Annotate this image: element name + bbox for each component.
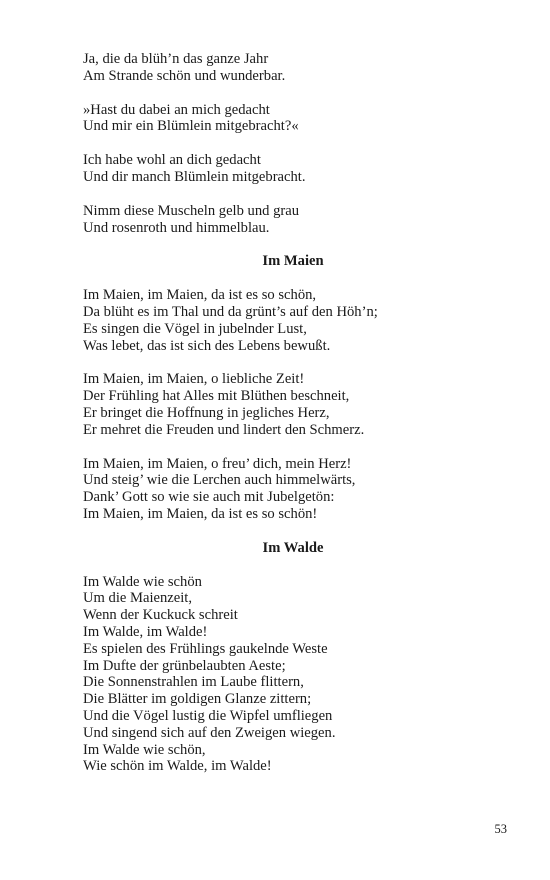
verse-line: Ich habe wohl an dich gedacht <box>83 152 261 169</box>
verse-line: Dank’ Gott so wie sie auch mit Jubelgetön: <box>83 489 335 506</box>
verse-line: Und steig’ wie die Lerchen auch himmelwärts, <box>83 472 356 489</box>
verse-line: Wenn der Kuckuck schreit <box>83 607 238 624</box>
verse-line: Und rosenroth und himmelblau. <box>83 219 270 236</box>
verse-line: Um die Maienzeit, <box>83 590 193 607</box>
verse-line: Im Maien, im Maien, o liebliche Zeit! <box>83 371 305 388</box>
verse-line: Im Maien, im Maien, da ist es so schön! <box>83 505 318 522</box>
verse-line: Und singend sich auf den Zweigen wiegen. <box>83 724 336 741</box>
page-body <box>83 51 503 775</box>
stanza <box>83 574 503 776</box>
stanza <box>83 51 503 85</box>
stanza <box>83 371 503 438</box>
verse-line: Die Blätter im goldigen Glanze zittern; <box>83 691 312 708</box>
verse-line: Die Sonnenstrahlen im Laube flittern, <box>83 674 304 691</box>
stanza <box>83 287 503 354</box>
verse-line: Und dir manch Blümlein mitgebracht. <box>83 168 306 185</box>
verse-line: Und die Vögel lustig die Wipfel umfliegen <box>83 707 333 724</box>
verse-line: Ja, die da blüh’n das ganze Jahr <box>83 51 269 67</box>
verse-line: Was lebet, das ist sich des Lebens bewußt. <box>83 337 331 354</box>
stanza <box>83 456 503 523</box>
verse-line: Wie schön im Walde, im Walde! <box>83 758 272 775</box>
verse-line: Er bringet die Hoffnung in jegliches Herz, <box>83 404 330 421</box>
verse-line: Im Dufte der grünbelaubten Aeste; <box>83 657 286 674</box>
verse-line: Und mir ein Blümlein mitgebracht?« <box>83 118 299 135</box>
verse-line: Im Walde wie schön, <box>83 741 206 758</box>
verse-line: Da blüht es im Thal und da grünt’s auf den Höh’n; <box>83 303 378 320</box>
verse-line: Er mehret die Freuden und lindert den Schmerz. <box>83 421 365 438</box>
stanza <box>83 203 503 237</box>
stanza <box>83 152 503 186</box>
verse-line: Im Walde wie schön <box>83 573 202 590</box>
verse-line: Es spielen des Frühlings gaukelnde Weste <box>83 640 328 657</box>
verse-line: Der Frühling hat Alles mit Blüthen beschneit, <box>83 388 350 405</box>
verse-line: Im Maien, im Maien, o freu’ dich, mein Herz! <box>83 455 352 472</box>
stanza <box>83 102 503 136</box>
verse-line: Im Maien, im Maien, da ist es so schön, <box>83 287 317 304</box>
verse-line: Nimm diese Muscheln gelb und grau <box>83 202 300 219</box>
poem-title: Im Walde <box>262 539 324 556</box>
page-number: 53 <box>494 822 507 836</box>
verse-line: Am Strande schön und wunderbar. <box>83 67 286 84</box>
poem-title: Im Maien <box>262 253 324 270</box>
verse-line: Es singen die Vögel in jubelnder Lust, <box>83 320 307 337</box>
verse-line: »Hast du dabei an mich gedacht <box>83 101 270 118</box>
verse-line: Im Walde, im Walde! <box>83 623 208 640</box>
